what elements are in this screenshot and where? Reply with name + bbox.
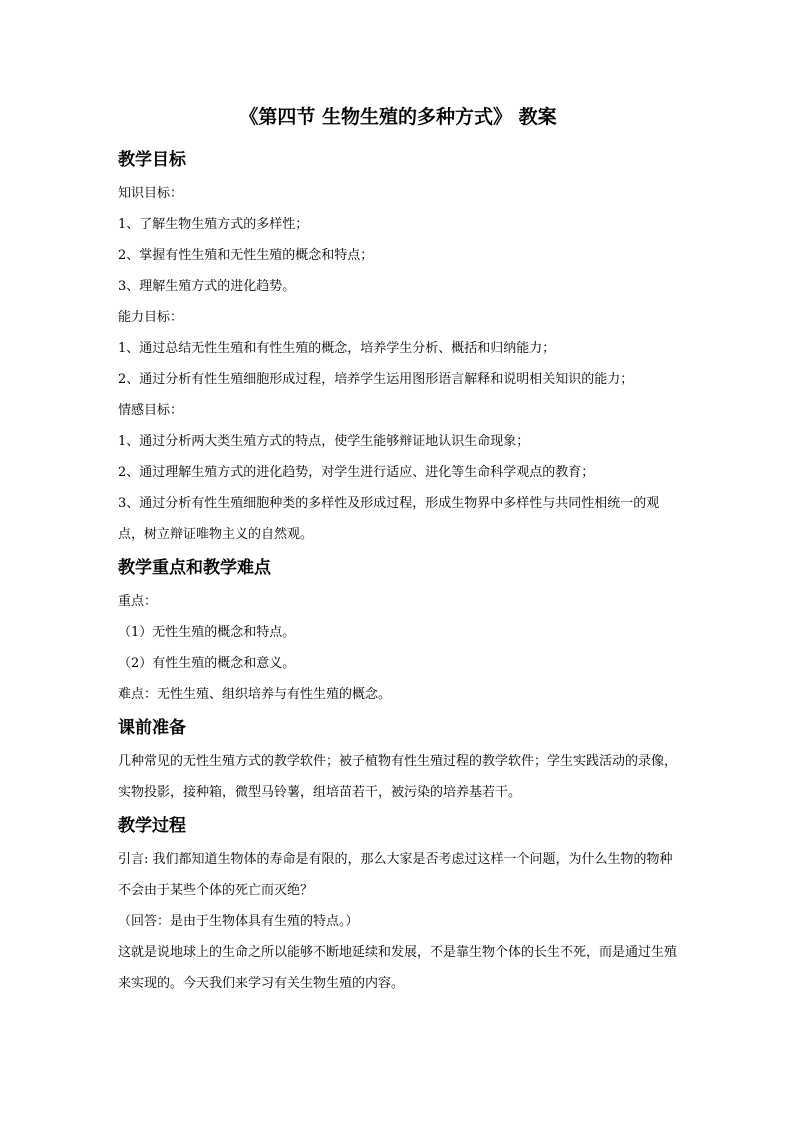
ability-goals-label: 能力目标： xyxy=(118,310,184,325)
heading-key-points: 教学重点和教学难点 xyxy=(118,558,271,578)
emotion-goals-label: 情感目标： xyxy=(118,403,184,418)
focus-item-1: （1）无性生殖的概念和特点。 xyxy=(118,625,296,640)
section-preparation xyxy=(118,714,678,808)
heading-preparation: 课前准备 xyxy=(118,718,186,738)
emotion-goal-1: 1、通过分析两大类生殖方式的特点，使学生能够辩证地认识生命现象； xyxy=(118,434,530,449)
closing-text: 这就是说地球上的生命之所以能够不断地延续和发展，不是靠生物个体的长生不死，而是通过生殖来实现的。今天我们来学习有关生物生殖的内容。 xyxy=(118,945,678,991)
heading-teaching-process: 教学过程 xyxy=(118,816,186,836)
preparation-text: 几种常见的无性生殖方式的教学软件；被子植物有性生殖过程的教学软件；学生实践活动的录像，实物投影，接种箱，微型马铃薯，组培苗若干，被污染的培养基若干。 xyxy=(118,754,678,800)
ability-goal-1: 1、通过总结无性生殖和有性生殖的概念，培养学生分析、概括和归纳能力； xyxy=(118,341,556,356)
section-teaching-goals xyxy=(118,146,678,550)
knowledge-goal-3: 3、理解生殖方式的进化趋势。 xyxy=(118,279,296,294)
section-key-points xyxy=(118,554,678,710)
document-page xyxy=(118,100,678,999)
focus-label: 重点： xyxy=(118,594,158,609)
difficulty-text: 难点：无性生殖、组织培养与有性生殖的概念。 xyxy=(118,687,392,702)
answer-text: （回答：是由于生物体具有生殖的特点。） xyxy=(118,914,359,929)
emotion-goal-3: 3、通过分析有性生殖细胞种类的多样性及形成过程，形成生物界中多样性与共同性相统一的观点，树立辩证唯物主义的自然观。 xyxy=(118,496,660,542)
heading-teaching-goals: 教学目标 xyxy=(118,150,186,170)
document-title: 《第四节 生物生殖的多种方式》 教案 xyxy=(239,106,557,128)
section-teaching-process xyxy=(118,812,678,999)
focus-item-2: （2）有性生殖的概念和意义。 xyxy=(118,656,296,671)
emotion-goal-2: 2、通过理解生殖方式的进化趋势，对学生进行适应、进化等生命科学观点的教育； xyxy=(118,465,595,480)
ability-goal-2: 2、通过分析有性生殖细胞形成过程，培养学生运用图形语言解释和说明相关知识的能力； xyxy=(118,372,634,387)
intro-text: 引言: 我们都知道生物体的寿命是有限的，那么大家是否考虑过这样一个问题，为什么生物的物种不会由于某些个体的死亡而灭绝？ xyxy=(118,852,673,898)
knowledge-goal-2: 2、掌握有性生殖和无性生殖的概念和特点； xyxy=(118,248,374,263)
knowledge-goals-label: 知识目标： xyxy=(118,186,184,201)
knowledge-goal-1: 1、了解生物生殖方式的多样性； xyxy=(118,217,309,232)
